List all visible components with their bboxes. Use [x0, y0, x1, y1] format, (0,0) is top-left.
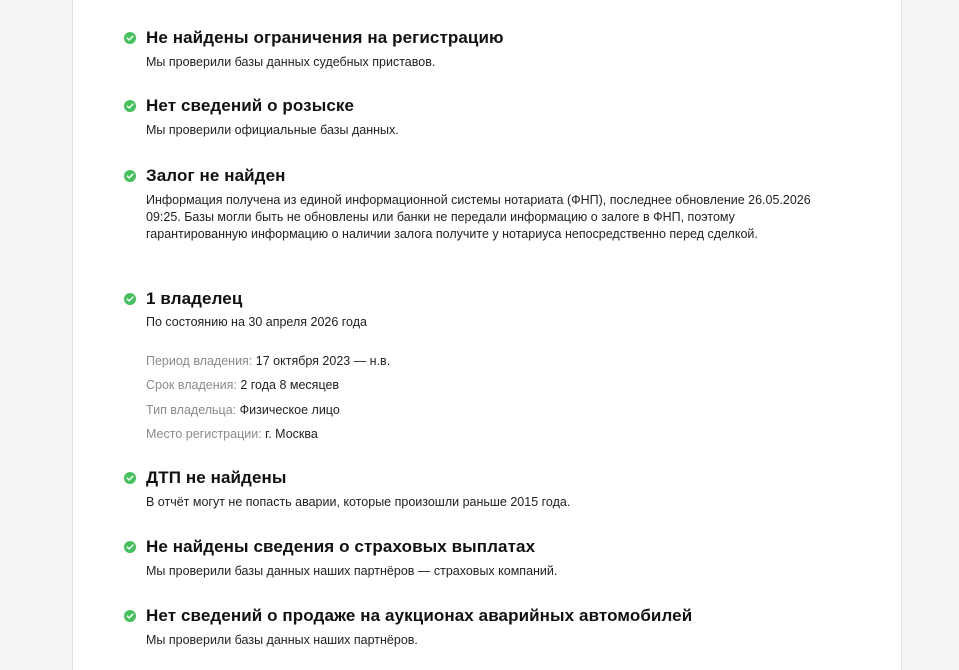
check-auctions	[124, 606, 824, 649]
owner-details	[124, 353, 824, 443]
owner-detail-period	[146, 353, 824, 370]
owner-detail-duration	[146, 377, 824, 394]
check-insurance-payouts	[124, 537, 824, 580]
check-pledge	[124, 166, 824, 243]
detail-value: 17 октября 2023 — н.в.	[255, 354, 391, 368]
check-circle-icon	[124, 170, 136, 182]
check-description: В отчёт могут не попасть аварии, которые произошли раньше 2015 года.	[146, 495, 571, 509]
check-circle-icon	[124, 32, 136, 44]
check-title: ДТП не найдены	[146, 468, 287, 487]
check-description: Мы проверили базы данных судебных приставов.	[146, 55, 436, 69]
detail-value: Физическое лицо	[239, 403, 340, 417]
check-title: Нет сведений о розыске	[146, 96, 355, 115]
detail-label: Срок владения:	[146, 378, 237, 392]
report-card	[72, 0, 902, 670]
check-circle-icon	[124, 472, 136, 484]
check-description: По состоянию на 30 апреля 2026 года	[146, 315, 367, 329]
check-circle-icon	[124, 541, 136, 553]
check-description: Мы проверили официальные базы данных.	[146, 123, 399, 137]
detail-value: 2 года 8 месяцев	[240, 378, 340, 392]
detail-value: г. Москва	[265, 427, 318, 441]
check-title: 1 владелец	[146, 289, 243, 308]
check-title: Залог не найден	[146, 166, 286, 185]
check-circle-icon	[124, 610, 136, 622]
check-registration-restrictions	[124, 28, 824, 71]
check-accidents	[124, 468, 824, 511]
owner-detail-registration	[146, 426, 824, 443]
check-description: Мы проверили базы данных наших партнёров — страховых компаний.	[146, 564, 558, 578]
check-circle-icon	[124, 100, 136, 112]
detail-label: Период владения:	[146, 354, 253, 368]
check-title: Не найдены ограничения на регистрацию	[146, 28, 504, 47]
check-description: Мы проверили базы данных наших партнёров.	[146, 633, 418, 647]
check-circle-icon	[124, 293, 136, 305]
owner-detail-type	[146, 402, 824, 419]
check-title: Нет сведений о продаже на аукционах аварийных автомобилей	[146, 606, 693, 625]
detail-label: Место регистрации:	[146, 427, 262, 441]
detail-label: Тип владельца:	[146, 403, 237, 417]
check-description: Информация получена из единой информационной системы нотариата (ФНП), последнее обновление 26.05.2026 09:25. Базы могли быть не обновлены или банки не передали информацию о залоге в ФНП, поэтому гарантированную информацию о наличии залога получите у нотариуса непосредственно перед сделкой.	[146, 193, 811, 241]
check-owners	[124, 289, 824, 331]
check-wanted	[124, 96, 824, 139]
check-title: Не найдены сведения о страховых выплатах	[146, 537, 536, 556]
